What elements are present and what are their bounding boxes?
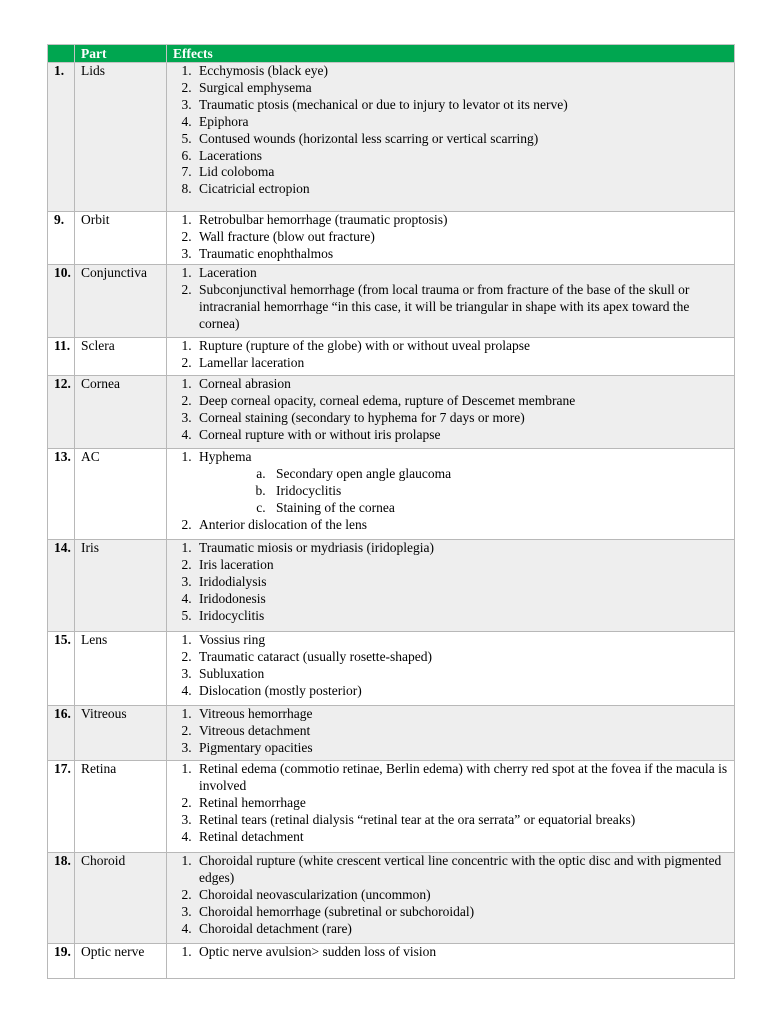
effect-item: 3. Retinal tears (retinal dialysis “retinal tear at the ora serrata” or equatorial breaks) bbox=[195, 812, 729, 829]
effect-item: 5. Contused wounds (horizontal less scarring or vertical scarring) bbox=[195, 131, 729, 148]
effect-item: 2. Vitreous detachment bbox=[195, 723, 729, 740]
row-number-cell: 19. bbox=[48, 944, 75, 979]
table-body bbox=[48, 63, 735, 979]
effects-list bbox=[172, 706, 729, 757]
effect-item: 2. Choroidal neovascularization (uncommon) bbox=[195, 887, 729, 904]
row-part-cell: Retina bbox=[75, 761, 167, 853]
effects-list bbox=[172, 632, 729, 700]
row-part-cell: Sclera bbox=[75, 338, 167, 376]
row-number-cell: 18. bbox=[48, 853, 75, 944]
row-effects-cell bbox=[167, 338, 735, 376]
trauma-effects-table bbox=[47, 44, 735, 979]
effect-item: 2. Anterior dislocation of the lens bbox=[195, 517, 729, 534]
effect-item: 1. Vitreous hemorrhage bbox=[195, 706, 729, 723]
effect-item: 5. Iridocyclitis bbox=[195, 608, 729, 625]
effect-item: 1. Traumatic miosis or mydriasis (iridoplegia) bbox=[195, 540, 729, 557]
header-number-cell bbox=[48, 45, 75, 63]
header-part-cell: Part bbox=[75, 45, 167, 63]
row-effects-cell bbox=[167, 449, 735, 540]
effect-item: 6. Lacerations bbox=[195, 148, 729, 165]
row-effects-cell bbox=[167, 761, 735, 853]
table-row bbox=[48, 706, 735, 761]
effect-item: 1. Ecchymosis (black eye) bbox=[195, 63, 729, 80]
row-number-cell: 10. bbox=[48, 265, 75, 338]
effects-list bbox=[172, 944, 729, 961]
row-number-cell: 9. bbox=[48, 212, 75, 265]
effect-item: 4. Corneal rupture with or without iris prolapse bbox=[195, 427, 729, 444]
effect-item: 3. Iridodialysis bbox=[195, 574, 729, 591]
effect-item: 1. Retinal edema (commotio retinae, Berlin edema) with cherry red spot at the fovea if the macula is involved bbox=[195, 761, 729, 795]
effects-list bbox=[172, 265, 729, 333]
effect-item: 2. Surgical emphysema bbox=[195, 80, 729, 97]
effect-item: 2. Wall fracture (blow out fracture) bbox=[195, 229, 729, 246]
table-row bbox=[48, 63, 735, 212]
effect-item: 3. Traumatic enophthalmos bbox=[195, 246, 729, 263]
effect-item: 1. Corneal abrasion bbox=[195, 376, 729, 393]
table-header-row bbox=[48, 45, 735, 63]
table-row bbox=[48, 853, 735, 944]
effect-item: 2. Iris laceration bbox=[195, 557, 729, 574]
table-row bbox=[48, 449, 735, 540]
effect-item: 1. Optic nerve avulsion> sudden loss of vision bbox=[195, 944, 729, 961]
row-number-cell: 14. bbox=[48, 540, 75, 632]
row-effects-cell bbox=[167, 63, 735, 212]
table-row bbox=[48, 540, 735, 632]
row-number-cell: 12. bbox=[48, 376, 75, 449]
effect-item bbox=[195, 449, 729, 517]
row-part-cell: Choroid bbox=[75, 853, 167, 944]
effect-item: 8. Cicatricial ectropion bbox=[195, 181, 729, 198]
effect-item: 4. Dislocation (mostly posterior) bbox=[195, 683, 729, 700]
table-row bbox=[48, 265, 735, 338]
sub-effect-item: a. Secondary open angle glaucoma bbox=[269, 466, 729, 483]
header-effects-cell: Effects bbox=[167, 45, 735, 63]
effect-item: 2. Lamellar laceration bbox=[195, 355, 729, 372]
row-part-cell: Optic nerve bbox=[75, 944, 167, 979]
table-row bbox=[48, 632, 735, 706]
effects-list bbox=[172, 449, 729, 534]
row-effects-cell bbox=[167, 706, 735, 761]
effect-item: 3. Corneal staining (secondary to hyphema for 7 days or more) bbox=[195, 410, 729, 427]
effect-item: 4. Iridodonesis bbox=[195, 591, 729, 608]
effect-item: 1. Rupture (rupture of the globe) with or without uveal prolapse bbox=[195, 338, 729, 355]
row-part-cell: Lens bbox=[75, 632, 167, 706]
effect-item: 1. Laceration bbox=[195, 265, 729, 282]
row-part-cell: AC bbox=[75, 449, 167, 540]
row-effects-cell bbox=[167, 212, 735, 265]
row-part-cell: Cornea bbox=[75, 376, 167, 449]
effect-item: 7. Lid coloboma bbox=[195, 164, 729, 181]
row-part-cell: Vitreous bbox=[75, 706, 167, 761]
effect-item: 3. Traumatic ptosis (mechanical or due to injury to levator ot its nerve) bbox=[195, 97, 729, 114]
row-effects-cell bbox=[167, 632, 735, 706]
row-effects-cell bbox=[167, 540, 735, 632]
sub-effects-list bbox=[199, 466, 729, 517]
effect-item: 4. Choroidal detachment (rare) bbox=[195, 921, 729, 938]
effect-item: 2. Subconjunctival hemorrhage (from local trauma or from fracture of the base of the skull or intracranial hemorrhage “in this case, it will be triangular in shape with its apex toward the cornea) bbox=[195, 282, 729, 333]
effects-list bbox=[172, 212, 729, 263]
effect-item: 2. Traumatic cataract (usually rosette-shaped) bbox=[195, 649, 729, 666]
row-effects-cell bbox=[167, 944, 735, 979]
sub-effect-item: b. Iridocyclitis bbox=[269, 483, 729, 500]
effect-item-text: Hyphema bbox=[199, 449, 252, 464]
effects-list bbox=[172, 63, 729, 198]
effects-list bbox=[172, 376, 729, 444]
effect-item: 3. Pigmentary opacities bbox=[195, 740, 729, 757]
effect-item: 4. Retinal detachment bbox=[195, 829, 729, 846]
effect-item: 1. Retrobulbar hemorrhage (traumatic proptosis) bbox=[195, 212, 729, 229]
row-number-cell: 17. bbox=[48, 761, 75, 853]
effects-list bbox=[172, 853, 729, 938]
table-row bbox=[48, 212, 735, 265]
sub-effect-item: c. Staining of the cornea bbox=[269, 500, 729, 517]
effect-item: 3. Choroidal hemorrhage (subretinal or subchoroidal) bbox=[195, 904, 729, 921]
row-effects-cell bbox=[167, 265, 735, 338]
row-effects-cell bbox=[167, 853, 735, 944]
row-number-cell: 11. bbox=[48, 338, 75, 376]
effect-item: 1. Choroidal rupture (white crescent vertical line concentric with the optic disc and with pigmented edges) bbox=[195, 853, 729, 887]
row-part-cell: Iris bbox=[75, 540, 167, 632]
effects-list bbox=[172, 540, 729, 625]
table-row bbox=[48, 944, 735, 979]
effects-list bbox=[172, 761, 729, 846]
row-number-cell: 16. bbox=[48, 706, 75, 761]
row-part-cell: Conjunctiva bbox=[75, 265, 167, 338]
table-row bbox=[48, 376, 735, 449]
effect-item: 1. Vossius ring bbox=[195, 632, 729, 649]
effects-list bbox=[172, 338, 729, 372]
table-row bbox=[48, 761, 735, 853]
effect-item: 2. Retinal hemorrhage bbox=[195, 795, 729, 812]
row-number-cell: 15. bbox=[48, 632, 75, 706]
row-number-cell: 13. bbox=[48, 449, 75, 540]
row-effects-cell bbox=[167, 376, 735, 449]
row-part-cell: Lids bbox=[75, 63, 167, 212]
row-part-cell: Orbit bbox=[75, 212, 167, 265]
effect-item: 2. Deep corneal opacity, corneal edema, rupture of Descemet membrane bbox=[195, 393, 729, 410]
row-number-cell: 1. bbox=[48, 63, 75, 212]
effect-item: 4. Epiphora bbox=[195, 114, 729, 131]
table-row bbox=[48, 338, 735, 376]
effect-item: 3. Subluxation bbox=[195, 666, 729, 683]
